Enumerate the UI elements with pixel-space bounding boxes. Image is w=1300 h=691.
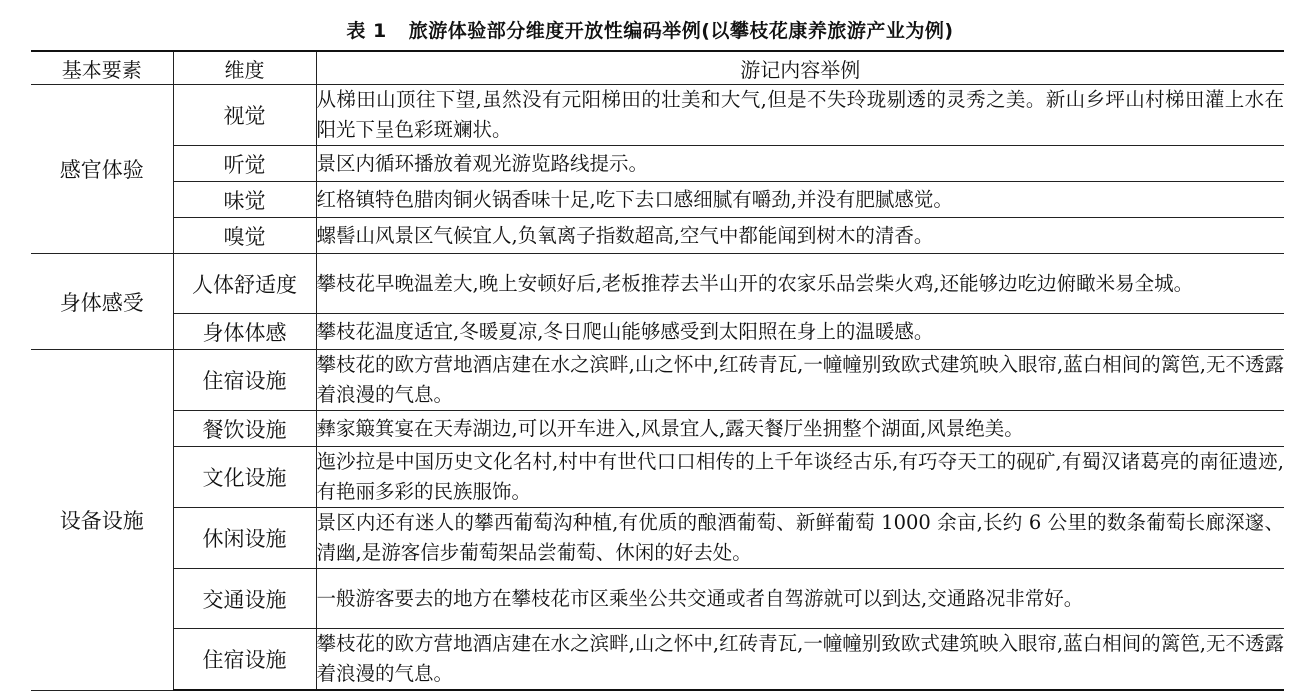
example-cell: 攀枝花温度适宜,冬暖夏凉,冬日爬山能够感受到太阳照在身上的温暖感。 (316, 314, 1284, 350)
example-cell: 一般游客要去的地方在攀枝花市区乘坐公共交通或者自驾游就可以到达,交通路况非常好。 (316, 569, 1284, 629)
header-basic-element: 基本要素 (31, 51, 173, 85)
dimension-cell: 味觉 (173, 182, 316, 218)
dimension-cell: 文化设施 (173, 447, 316, 508)
example-cell: 螺髻山风景区气候宜人,负氧离子指数超高,空气中都能闻到树木的清香。 (316, 218, 1284, 254)
table-row (31, 629, 1284, 691)
table-row (31, 350, 1284, 411)
table-row (31, 447, 1284, 508)
table-row (31, 569, 1284, 629)
header-dimension: 维度 (173, 51, 316, 85)
table-row (31, 146, 1284, 182)
example-cell: 攀枝花的欧方营地酒店建在水之滨畔,山之怀中,红砖青瓦,一幢幢别致欧式建筑映入眼帘,蓝白相间的篱笆,无不透露着浪漫的气息。 (316, 350, 1284, 411)
example-cell: 从梯田山顶往下望,虽然没有元阳梯田的壮美和大气,但是不失玲珑剔透的灵秀之美。新山乡坪山村梯田灌上水在阳光下呈色彩斑斓状。 (316, 85, 1284, 146)
element-cell: 身体感受 (31, 254, 173, 350)
dimension-cell: 听觉 (173, 146, 316, 182)
coding-example-table (31, 50, 1284, 691)
element-cell: 感官体验 (31, 85, 173, 254)
dimension-cell: 餐饮设施 (173, 411, 316, 447)
example-cell: 景区内还有迷人的攀西葡萄沟种植,有优质的酿酒葡萄、新鲜葡萄 1000 余亩,长约 6 公里的数条葡萄长廊深邃、清幽,是游客信步葡萄架品尝葡萄、休闲的好去处。 (316, 508, 1284, 569)
table-caption (0, 18, 1300, 44)
header-travel-note-example: 游记内容举例 (316, 51, 1284, 85)
table-row (31, 218, 1284, 254)
table-title: 旅游体验部分维度开放性编码举例(以攀枝花康养旅游产业为例) (408, 20, 954, 42)
table-row (31, 411, 1284, 447)
table-header-row (31, 51, 1284, 85)
table-row (31, 182, 1284, 218)
example-cell: 彝家簸箕宴在天寿湖边,可以开车进入,风景宜人,露天餐厅坐拥整个湖面,风景绝美。 (316, 411, 1284, 447)
table-row (31, 314, 1284, 350)
element-cell: 设备设施 (31, 350, 173, 691)
example-cell: 迤沙拉是中国历史文化名村,村中有世代口口相传的上千年谈经古乐,有巧夺天工的砚矿,有蜀汉诸葛亮的南征遗迹,有艳丽多彩的民族服饰。 (316, 447, 1284, 508)
example-cell: 攀枝花早晚温差大,晚上安顿好后,老板推荐去半山开的农家乐品尝柴火鸡,还能够边吃边俯瞰米易全城。 (316, 254, 1284, 314)
table-row (31, 254, 1284, 314)
dimension-cell: 身体体感 (173, 314, 316, 350)
dimension-cell: 住宿设施 (173, 350, 316, 411)
example-cell: 景区内循环播放着观光游览路线提示。 (316, 146, 1284, 182)
dimension-cell: 休闲设施 (173, 508, 316, 569)
dimension-cell: 住宿设施 (173, 629, 316, 691)
table-row (31, 508, 1284, 569)
example-cell: 红格镇特色腊肉铜火锅香味十足,吃下去口感细腻有嚼劲,并没有肥腻感觉。 (316, 182, 1284, 218)
table-row (31, 85, 1284, 146)
dimension-cell: 交通设施 (173, 569, 316, 629)
table-number: 表 1 (346, 20, 387, 42)
dimension-cell: 人体舒适度 (173, 254, 316, 314)
example-cell: 攀枝花的欧方营地酒店建在水之滨畔,山之怀中,红砖青瓦,一幢幢别致欧式建筑映入眼帘,蓝白相间的篱笆,无不透露着浪漫的气息。 (316, 629, 1284, 691)
dimension-cell: 嗅觉 (173, 218, 316, 254)
dimension-cell: 视觉 (173, 85, 316, 146)
